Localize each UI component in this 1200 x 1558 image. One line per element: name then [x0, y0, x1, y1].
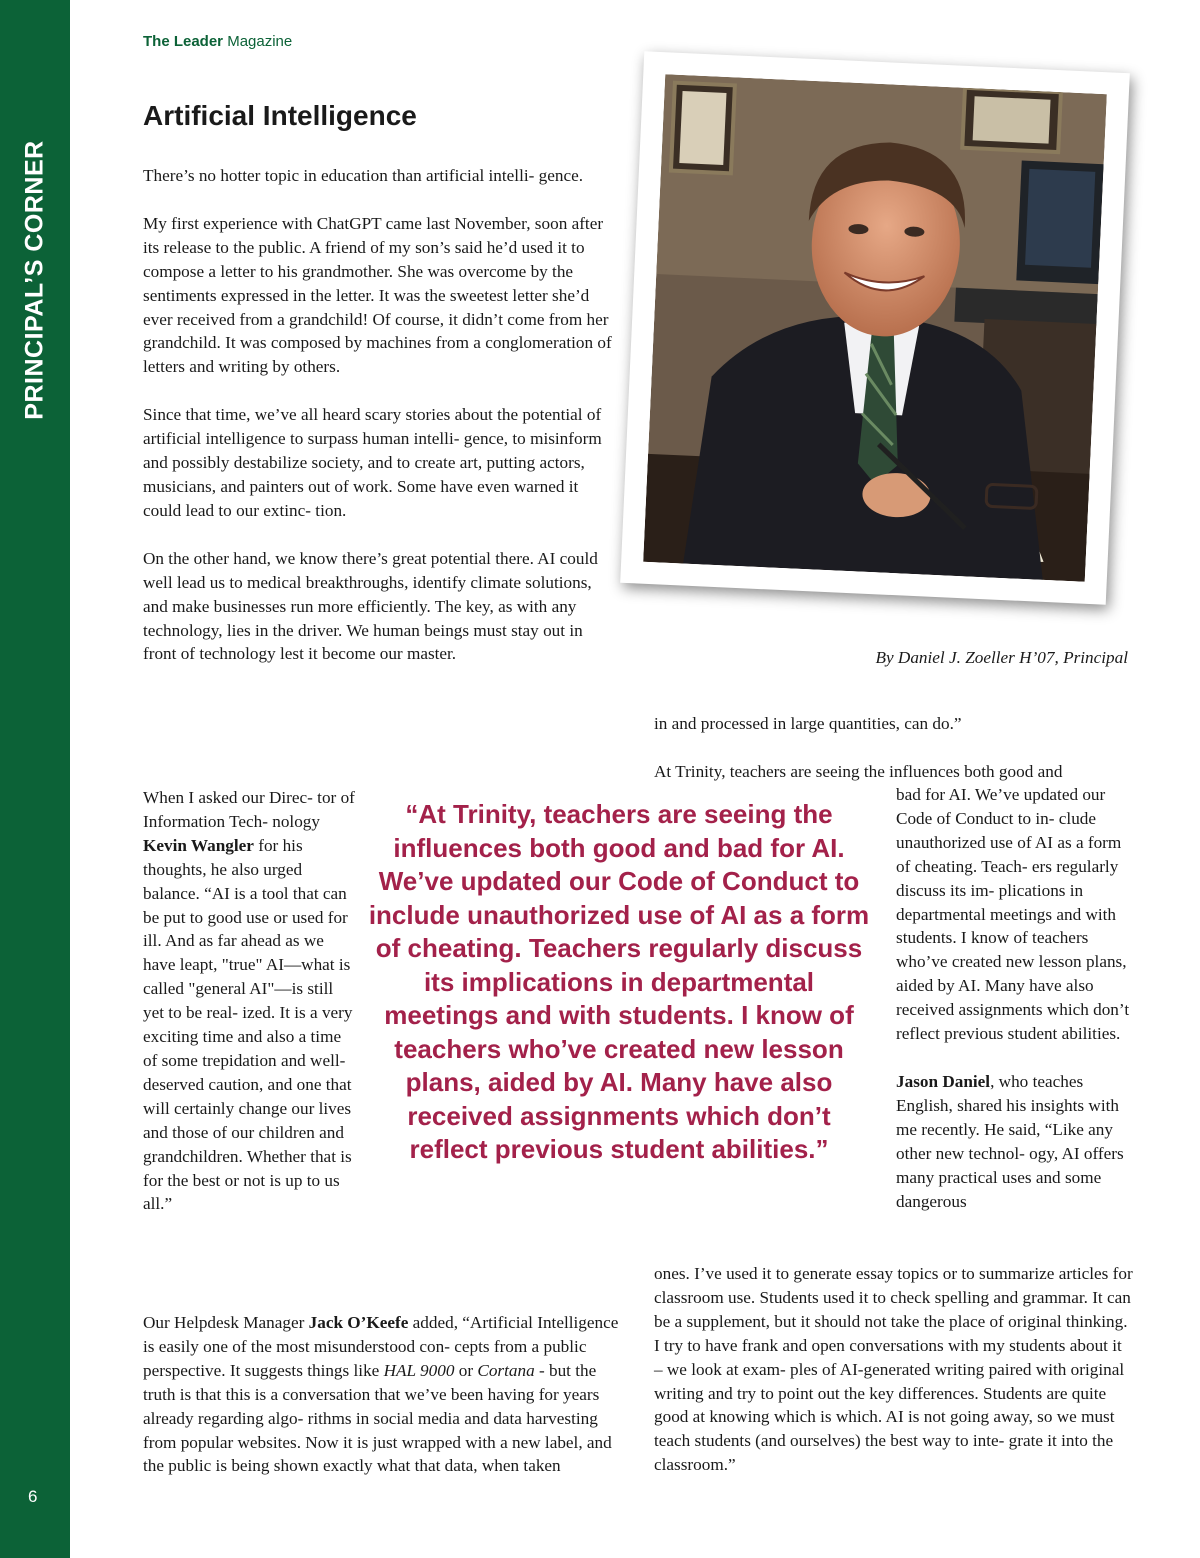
principal-photo	[643, 74, 1107, 582]
paragraph	[143, 1311, 619, 1478]
paragraph	[143, 786, 355, 1216]
person-name: Jack O’Keefe	[308, 1313, 409, 1332]
paragraph: My first experience with ChatGPT came last November, soon after its release to the public. A friend of my son’s said he’d used it to compose a letter to his grandmother. She was overcome by the sentiments expressed in the letter. It was the sweetest letter she’d ever received from a grandchild! Of course, it didn’t come from her grandchild. It was composed by machines from a conglomeration of letters and writing by others.	[143, 213, 612, 377]
sidebar	[0, 0, 70, 1558]
brand-name: The Leader	[143, 33, 224, 50]
paragraph: ones. I’ve used it to generate essay topics or to summarize articles for classroom use. Students used it to check spelling and grammar. It can be a supplement, but it should not take the place of original thinking. I try to have frank and open conversations with my students about it – we look at exam- ples of AI-generated writing paired with original writing and try to point out the key differences. Students are quite good at knowing which is which. AI is not going away, so we must teach students (and ourselves) the best way to inte- grate it into the classroom.”	[654, 1264, 1133, 1475]
article-column-right-narrow	[896, 783, 1134, 1213]
principal-photo-frame	[620, 51, 1130, 604]
paragraph: Since that time, we’ve all heard scary stories about the potential of artificial intelligence to surpass human intelli- gence, to misinform and possibly destabilize society, and to create art, putting actors, musicians, and painters out of work. Some have even warned it could lead to our extinc- tion.	[143, 405, 602, 520]
article-title: Artificial Intelligence	[143, 100, 417, 131]
text-run: - but the truth is that this is a conversation that we’ve been having for years already regarding algo- rithms in social media and data harvesting from popular websites. Now it is just wrapped with a new label, and the public is being shown exactly what that data, when taken	[143, 1360, 612, 1476]
article-column-right-bottom	[654, 1262, 1134, 1477]
text-run: for his thoughts, he also urged balance. “AI is a tool that can be put to good use or used for ill. And as far ahead as we have leapt, "true" AI—what is called "general AI"—is still yet to be real- ized. It is a very exciting time and also a time of some trepidation and well-deserved caution, and one that will certainly change our lives and those of our children and grandchildren. Whether that is for the best or not is up to us all.”	[143, 835, 353, 1214]
pull-quote: “At Trinity, teachers are seeing the influences both good and bad for AI. We’ve updated our Code of Conduct to include unauthorized use of AI as a form of cheating. Teachers regularly discuss its implications in departmental meetings and with students. I know of teachers who’ve created new lesson plans, aided by AI. Many have also received assignments which don’t reflect previous student abilities.”	[368, 799, 870, 1164]
principal-photo-illustration	[643, 74, 1107, 582]
article-column-narrow	[143, 786, 355, 1216]
article-column-intro	[143, 164, 619, 666]
page-number: 6	[28, 1487, 38, 1506]
text-run: Our Helpdesk Manager	[143, 1313, 309, 1332]
person-name: Kevin Wangler	[143, 835, 254, 855]
paragraph	[896, 1070, 1134, 1213]
paragraph: There’s no hotter topic in education than artificial intelli- gence.	[143, 166, 584, 185]
article-column-right-top	[654, 712, 1134, 784]
paragraph: bad for AI. We’ve updated our Code of Conduct to in- clude unauthorized use of AI as a form of cheating. Teach- ers regularly discuss its im- plications in departmental meetings and with students. I know of teachers who’ve created new lesson plans, aided by AI. Many have also received assignments which don’t reflect previous student abilities.	[896, 785, 1130, 1044]
section-label: PRINCIPAL’S CORNER	[20, 140, 49, 420]
byline: By Daniel J. Zoeller H’07, Principal	[875, 648, 1128, 667]
paragraph: On the other hand, we know there’s great potential there. AI could well lead us to medical breakthroughs, identify climate solutions, and make businesses run more efficiently. The key, as with any technology, lies in the driver. We human beings must stay out in front of technology lest it become our master.	[143, 548, 598, 664]
brand-suffix: Magazine	[223, 33, 293, 50]
paragraph: in and processed in large quantities, can do.”	[654, 714, 962, 733]
text-run: When I asked our Direc- tor of Information Tech- nology	[143, 788, 355, 831]
article-column-bottom	[143, 1311, 619, 1478]
running-head	[143, 33, 292, 50]
text-run: or	[454, 1360, 478, 1380]
emphasis: HAL 9000	[383, 1360, 455, 1380]
emphasis: Cortana	[477, 1360, 535, 1380]
person-name: Jason Daniel	[896, 1071, 991, 1091]
paragraph: At Trinity, teachers are seeing the influences both good and	[654, 761, 1063, 781]
text-run: added, “Artificial Intelligence is easily one of the most misunderstood con- cepts from a public perspective. It suggests things like	[143, 1313, 619, 1380]
text-run: , who teaches English, shared his insights with me recently. He said, “Like any other new technol- ogy, AI offers many practical uses and some dangerous	[896, 1071, 1124, 1211]
